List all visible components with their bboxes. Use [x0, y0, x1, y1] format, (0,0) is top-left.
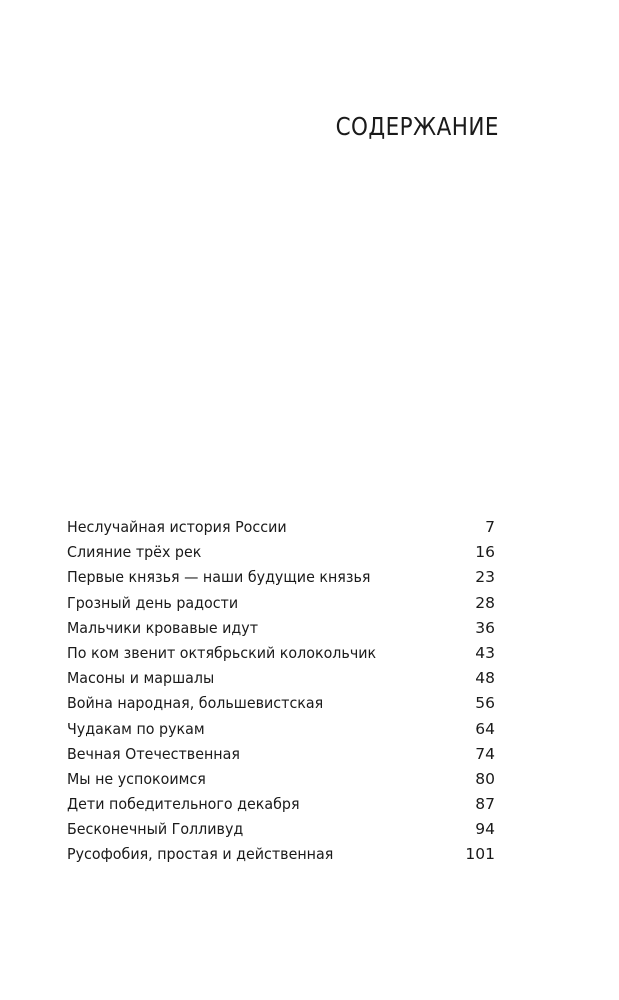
toc-entry-page: 16 — [475, 543, 495, 562]
toc-entry[interactable] — [67, 792, 495, 817]
toc-entry[interactable] — [67, 565, 495, 590]
toc-entry-page: 28 — [475, 593, 495, 612]
toc-entry-page: 87 — [475, 795, 495, 814]
toc-entry-page: 43 — [475, 643, 495, 662]
page-title: СОДЕРЖАНИЕ — [335, 112, 499, 141]
toc-entry-title: Чудакам по рукам — [67, 719, 205, 738]
toc-entry-page: 74 — [475, 744, 495, 763]
toc-entry[interactable] — [67, 817, 495, 842]
toc-entry-title: Слияние трёх рек — [67, 543, 202, 562]
toc-entry-title: Мальчики кровавые идут — [67, 618, 259, 637]
toc-entry-title: Вечная Отечественная — [67, 744, 240, 763]
toc-entry[interactable] — [67, 515, 495, 540]
toc-entry-title: Дети победительного декабря — [67, 795, 300, 814]
toc-entry[interactable] — [67, 641, 495, 666]
toc-entry-title: Русофобия, простая и действенная — [67, 845, 334, 864]
table-of-contents — [67, 515, 495, 868]
toc-entry-title: Война народная, большевистская — [67, 694, 324, 713]
toc-entry[interactable] — [67, 691, 495, 716]
toc-entry-title: Первые князья — наши будущие князья — [67, 568, 371, 587]
toc-entry-title: По ком звенит октябрьский колокольчик — [67, 643, 377, 662]
toc-entry[interactable] — [67, 717, 495, 742]
toc-entry-title: Неслучайная история России — [67, 518, 287, 536]
toc-entry-page: 56 — [475, 694, 495, 713]
toc-entry[interactable] — [67, 842, 495, 867]
toc-entry[interactable] — [67, 591, 495, 616]
toc-entry[interactable] — [67, 616, 495, 641]
toc-entry-title: Грозный день радости — [67, 593, 239, 612]
toc-entry-page: 101 — [465, 845, 495, 864]
toc-entry[interactable] — [67, 767, 495, 792]
toc-entry-title: Масоны и маршалы — [67, 669, 215, 688]
toc-entry-page: 80 — [475, 769, 495, 788]
toc-entry-page: 48 — [475, 669, 495, 688]
toc-entry-page: 23 — [475, 568, 495, 587]
toc-entry-page: 7 — [485, 518, 495, 536]
toc-entry[interactable] — [67, 666, 495, 691]
toc-entry-title: Бесконечный Голливуд — [67, 820, 244, 839]
toc-entry[interactable] — [67, 540, 495, 565]
toc-entry[interactable] — [67, 742, 495, 767]
toc-entry-page: 94 — [475, 820, 495, 839]
toc-entry-page: 36 — [475, 618, 495, 637]
toc-entry-page: 64 — [475, 719, 495, 738]
toc-entry-title: Мы не успокоимся — [67, 769, 206, 788]
